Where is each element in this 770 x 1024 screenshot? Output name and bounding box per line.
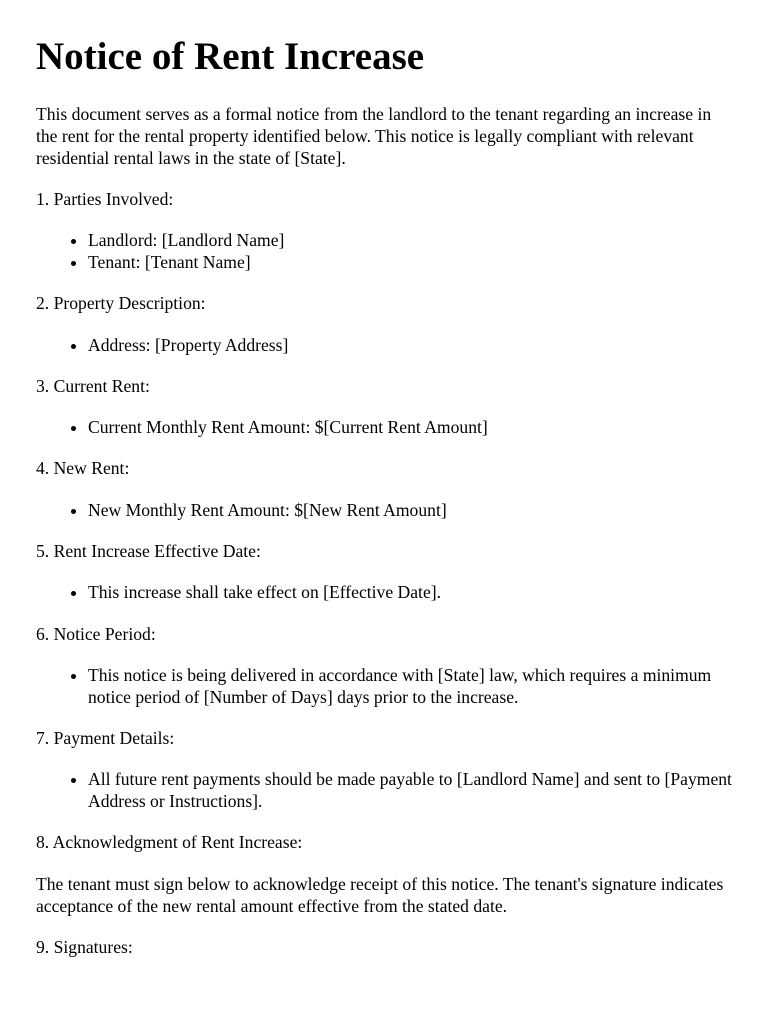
payment-details-list bbox=[36, 769, 734, 813]
list-item-notice-period: • This notice is being delivered in accordance with [State] law, which requires a minimum notice period of [Number of Days] days prior to the increase. bbox=[88, 665, 734, 709]
effective-date-list bbox=[36, 582, 734, 604]
acknowledgment-paragraph: The tenant must sign below to acknowledge receipt of this notice. The tenant's signature indicates acceptance of the new rental amount effective from the stated date. bbox=[36, 873, 724, 916]
section-heading-notice-period: 6. Notice Period: bbox=[36, 623, 156, 644]
list-item-current-rent: • Current Monthly Rent Amount: $[Current Rent Amount] bbox=[88, 417, 734, 439]
section-heading-acknowledgment: 8. Acknowledgment of Rent Increase: bbox=[36, 832, 303, 853]
list-item-new-rent: • New Monthly Rent Amount: $[New Rent Amount] bbox=[88, 500, 734, 522]
parties-list bbox=[36, 230, 734, 274]
current-rent-list bbox=[36, 417, 734, 439]
document-title: Notice of Rent Increase bbox=[36, 35, 425, 78]
section-heading-parties: 1. Parties Involved: bbox=[36, 188, 174, 209]
property-list bbox=[36, 335, 734, 357]
list-item-payment-details: • All future rent payments should be made payable to [Landlord Name] and sent to [Payment Address or Instructions]. bbox=[88, 769, 734, 813]
notice-period-list bbox=[36, 665, 734, 709]
list-item-landlord: • Landlord: [Landlord Name] bbox=[88, 230, 734, 252]
section-heading-new-rent: 4. New Rent: bbox=[36, 458, 130, 479]
section-heading-current-rent: 3. Current Rent: bbox=[36, 375, 150, 396]
list-item-effective-date: • This increase shall take effect on [Effective Date]. bbox=[88, 582, 734, 604]
section-heading-payment-details: 7. Payment Details: bbox=[36, 728, 175, 749]
section-heading-property: 2. Property Description: bbox=[36, 293, 206, 314]
new-rent-list bbox=[36, 500, 734, 522]
section-heading-effective-date: 5. Rent Increase Effective Date: bbox=[36, 541, 261, 562]
list-item-address: • Address: [Property Address] bbox=[88, 335, 734, 357]
intro-paragraph: This document serves as a formal notice from the landlord to the tenant regarding an increase in the rent for the rental property identified below. This notice is legally compliant with relevant residential rental laws in the state of [State]. bbox=[36, 104, 712, 168]
list-item-tenant: • Tenant: [Tenant Name] bbox=[88, 252, 734, 274]
section-heading-signatures: 9. Signatures: bbox=[36, 936, 133, 957]
